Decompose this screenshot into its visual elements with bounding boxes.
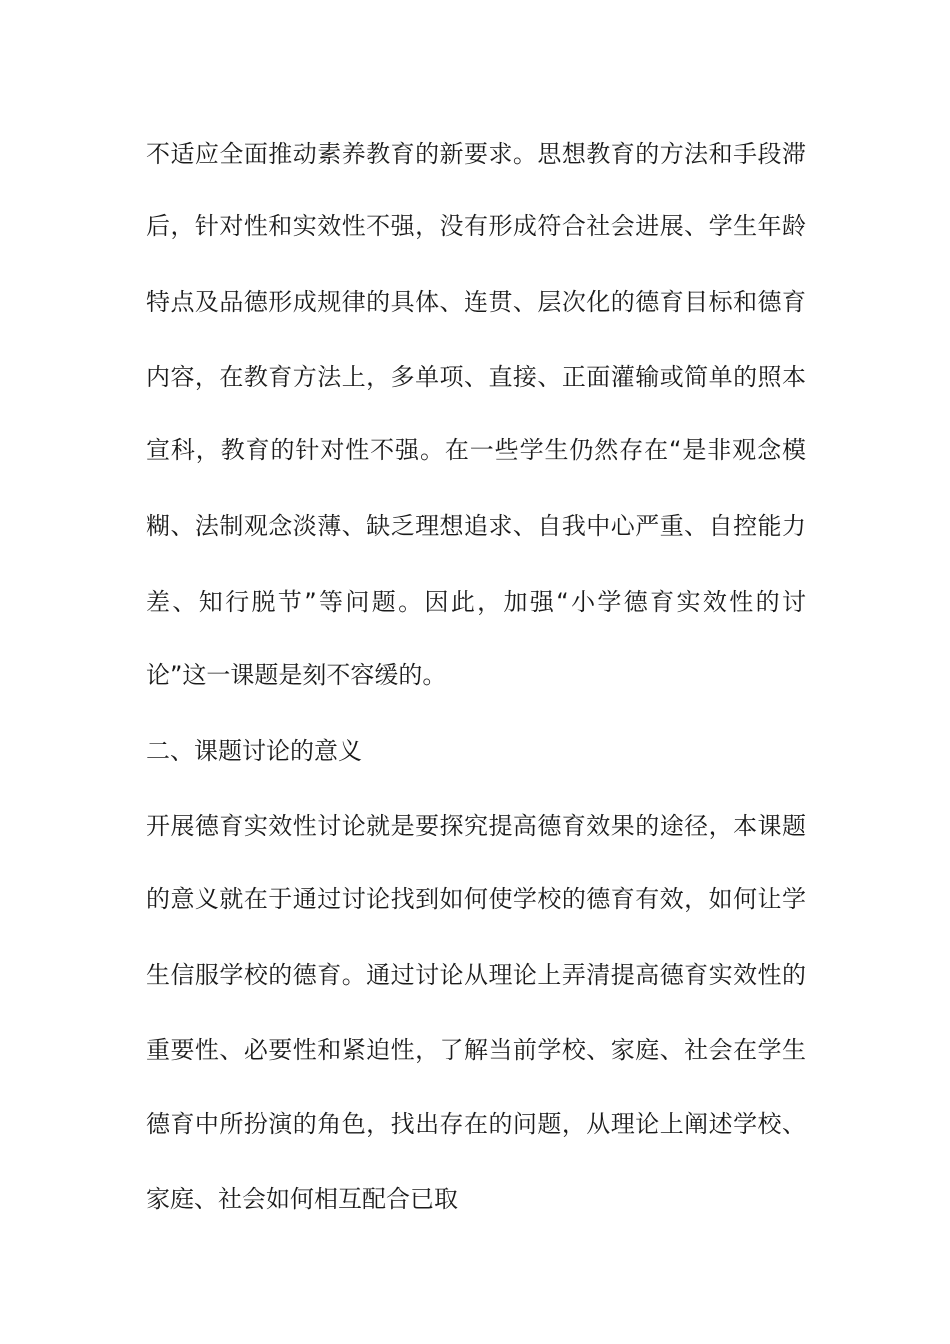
paragraph-line: 德育中所扮演的角色，找出存在的问题，从理论上阐述学校、 [146,1110,806,1138]
paragraph-line: 后，针对性和实效性不强，没有形成符合社会进展、学生年龄 [146,212,806,240]
section-heading: 二、课题讨论的意义 [146,737,362,765]
paragraph-line: 内容，在教育方法上，多单项、直接、正面灌输或简单的照本 [146,363,806,391]
paragraph-line: 开展德育实效性讨论就是要探究提高德育效果的途径，本课题 [146,812,806,840]
paragraph-line: 特点及品德形成规律的具体、连贯、层次化的德育目标和德育 [146,288,806,316]
paragraph-line: 差、知行脱节”等问题。因此，加强“小学德育实效性的讨 [146,588,806,616]
paragraph-line: 的意义就在于通过讨论找到如何使学校的德育有效，如何让学 [146,885,806,913]
paragraph-line: 家庭、社会如何相互配合已取 [146,1185,458,1213]
paragraph-line: 重要性、必要性和紧迫性，了解当前学校、家庭、社会在学生 [146,1036,806,1064]
paragraph-line: 糊、法制观念淡薄、缺乏理想追求、自我中心严重、自控能力 [146,512,806,540]
paragraph-line: 生信服学校的德育。通过讨论从理论上弄清提高德育实效性的 [146,961,806,989]
paragraph-line: 论”这一课题是刻不容缓的。 [146,661,447,689]
paragraph-line: 宣科，教育的针对性不强。在一些学生仍然存在“是非观念模 [146,436,806,464]
paragraph-line: 不适应全面推动素养教育的新要求。思想教育的方法和手段滞 [146,140,806,168]
